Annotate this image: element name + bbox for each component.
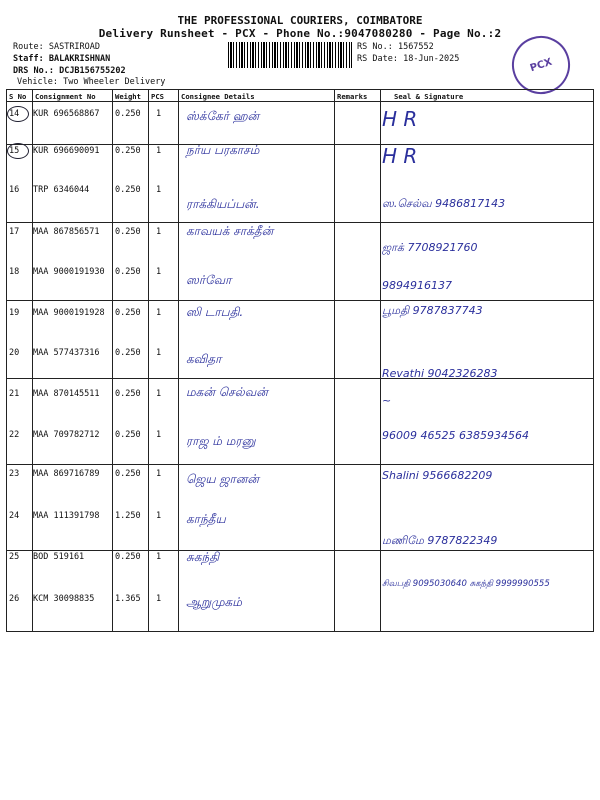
row-consignment: MAA 9000191930: [33, 267, 105, 277]
row-sno: 16: [9, 185, 20, 195]
vehicle-value: Two Wheeler Delivery: [63, 77, 166, 87]
route-value: SASTRIROAD: [48, 42, 101, 52]
table-hline: [6, 550, 594, 551]
circled-mark: [7, 143, 29, 159]
row-pcs: 1: [156, 308, 162, 318]
row-sno: 21: [9, 389, 20, 399]
row-sno: 23: [9, 469, 20, 479]
table-hline: [6, 631, 594, 632]
row-consignment: KUR 696568867: [33, 109, 100, 119]
signature-handwritten: மணிமே 9787822349: [382, 534, 498, 547]
row-pcs: 1: [156, 109, 162, 119]
row-pcs: 1: [156, 430, 162, 440]
table-hline: [6, 101, 594, 102]
row-weight: 0.250: [115, 185, 141, 195]
row-pcs: 1: [156, 146, 162, 156]
staff-line: [13, 54, 110, 64]
company-title: THE PROFESSIONAL COURIERS, COIMBATORE: [177, 14, 423, 27]
row-sno: 18: [9, 267, 20, 277]
consignee-handwritten: ஸி டாபதி.: [186, 305, 244, 319]
row-weight: 1.365: [115, 594, 141, 604]
drs-label: DRS No.:: [13, 66, 54, 76]
staff-label: Staff:: [13, 54, 44, 64]
vehicle-label: Vehicle:: [17, 77, 58, 87]
consignee-handwritten: ஸர்வோ: [186, 273, 232, 287]
consignee-handwritten: ராஜ ம் மரனு: [186, 434, 256, 448]
row-pcs: 1: [156, 389, 162, 399]
table-hline: [6, 300, 594, 301]
row-weight: 0.250: [115, 469, 141, 479]
row-consignment: BOD 519161: [33, 552, 85, 562]
row-pcs: 1: [156, 469, 162, 479]
row-pcs: 1: [156, 348, 162, 358]
col-header-consignee: Consignee Details: [181, 92, 255, 101]
row-sno: 24: [9, 511, 20, 521]
rs-no-line: [357, 42, 434, 52]
consignee-handwritten: ஆறுமுகம்: [186, 595, 242, 609]
signature-handwritten: 9894916137: [382, 279, 452, 292]
row-sno: 22: [9, 430, 20, 440]
runsheet-subtitle: Delivery Runsheet - PCX - Phone No.:9047080280 - Page No.:2: [98, 27, 502, 40]
row-sno: 25: [9, 552, 20, 562]
row-weight: 0.250: [115, 389, 141, 399]
route-label: Route:: [13, 42, 44, 52]
row-weight: 0.250: [115, 227, 141, 237]
rs-date-line: [357, 54, 459, 64]
consignee-handwritten: மகன் செல்வன்: [186, 385, 268, 399]
signature-handwritten: Revathi 9042326283: [382, 367, 498, 380]
row-sno: 26: [9, 594, 20, 604]
consignee-handwritten: ராக்கியப்பன்.: [186, 197, 260, 211]
table-hline: [6, 464, 594, 465]
row-pcs: 1: [156, 185, 162, 195]
row-pcs: 1: [156, 552, 162, 562]
staff-value: BALAKRISHNAN: [48, 54, 111, 64]
row-sno: 15: [9, 146, 19, 156]
row-consignment: TRP 6346044: [33, 185, 90, 195]
row-weight: 0.250: [115, 552, 141, 562]
row-sno: 14: [9, 109, 19, 119]
drs-value: DCJB156755202: [59, 66, 126, 76]
rs-date-label: RS Date:: [357, 54, 398, 64]
table-hline: [6, 89, 594, 90]
row-pcs: 1: [156, 267, 162, 277]
row-consignment: MAA 9000191928: [33, 308, 105, 318]
circled-mark: [7, 106, 29, 122]
drs-line: [13, 66, 126, 76]
row-weight: 0.250: [115, 267, 141, 277]
col-header-weight: Weight: [115, 92, 141, 101]
signature-handwritten: H R: [382, 144, 418, 168]
col-header-pcs: PCS: [151, 92, 164, 101]
signature-handwritten: ஜாக் 7708921760: [382, 241, 478, 254]
col-header-seal-signature: Seal & Signature: [394, 92, 464, 101]
signature-handwritten: பூமதி 9787837743: [382, 304, 483, 317]
row-weight: 0.250: [115, 146, 141, 156]
row-consignment: KUR 696690091: [33, 146, 100, 156]
row-consignment: KCM 30098835: [33, 594, 95, 604]
row-sno: 20: [9, 348, 20, 358]
row-consignment: MAA 111391798: [33, 511, 100, 521]
row-consignment: MAA 867856571: [33, 227, 100, 237]
row-sno: 17: [9, 227, 20, 237]
row-weight: 0.250: [115, 430, 141, 440]
consignee-handwritten: நர்ய பரகாசம்: [186, 143, 260, 157]
row-weight: 0.250: [115, 308, 141, 318]
row-sno: 19: [9, 308, 20, 318]
row-pcs: 1: [156, 227, 162, 237]
consignee-handwritten: ஸ்க்கேர் ஹன்: [186, 109, 260, 123]
row-weight: 0.250: [115, 348, 141, 358]
rs-no-value: 1567552: [397, 42, 434, 52]
row-consignment: MAA 709782712: [33, 430, 100, 440]
signature-handwritten: சிவபதி 9095030640 சுகந்தி 9999990555: [382, 579, 550, 589]
row-weight: 1.250: [115, 511, 141, 521]
col-header-sno: S No: [9, 92, 27, 101]
consignee-handwritten: ஜெய ஜானன்: [186, 472, 260, 486]
signature-handwritten: ஸ.செல்வ 9486817143: [382, 197, 506, 210]
vehicle-line: [17, 77, 165, 87]
row-consignment: MAA 870145511: [33, 389, 100, 399]
stamp-text: PCX: [528, 56, 554, 74]
rs-no-label: RS No.:: [357, 42, 393, 52]
consignee-handwritten: காந்தீய: [186, 512, 226, 526]
col-header-consignment: Consignment No: [35, 92, 96, 101]
row-consignment: MAA 577437316: [33, 348, 100, 358]
runsheet-table: [6, 89, 594, 632]
consignee-handwritten: கவிதா: [186, 352, 222, 366]
rs-date-value: 18-Jun-2025: [403, 54, 460, 64]
signature-handwritten: H R: [382, 107, 418, 131]
route-line: [13, 42, 100, 52]
signature-handwritten: 96009 46525 6385934564: [382, 429, 529, 442]
row-pcs: 1: [156, 594, 162, 604]
table-hline: [6, 222, 594, 223]
signature-handwritten: ~: [382, 394, 392, 407]
barcode: [228, 42, 352, 68]
row-pcs: 1: [156, 511, 162, 521]
row-consignment: MAA 869716789: [33, 469, 100, 479]
col-header-remarks: Remarks: [337, 92, 368, 101]
row-weight: 0.250: [115, 109, 141, 119]
consignee-handwritten: சுகந்தி: [186, 550, 220, 564]
signature-handwritten: Shalini 9566682209: [382, 469, 493, 482]
consignee-handwritten: காவயக் சாக்தீன்: [186, 224, 274, 238]
